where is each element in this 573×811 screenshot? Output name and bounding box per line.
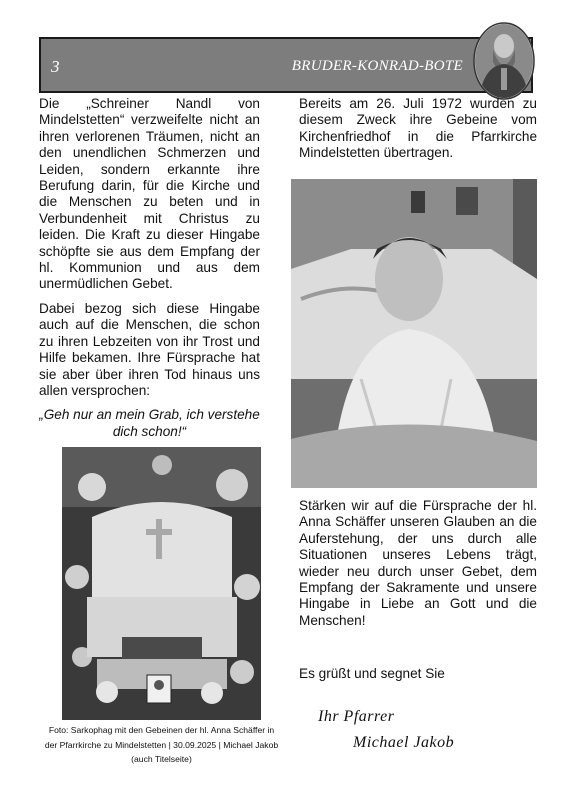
photo-caption: Foto: Sarkophag mit den Gebeinen der hl. Anna Schäffer in der Pfarrkirche zu Mindelstetten | 30.09.2025 | Michael Jakob (auch Titelseite) bbox=[44, 725, 279, 764]
signature-line-1: Ihr Pfarrer bbox=[318, 708, 395, 725]
woman-in-bed-photo bbox=[291, 179, 537, 488]
publication-title: BRUDER-KONRAD-BOTE bbox=[291, 58, 463, 74]
signature-line-2: Michael Jakob bbox=[353, 734, 455, 751]
portrait-icon bbox=[473, 22, 535, 100]
quote: „Geh nur an mein Grab, ich verstehe dich schon!“ bbox=[39, 407, 260, 439]
right-column-bottom bbox=[299, 498, 537, 637]
page-header bbox=[39, 37, 533, 93]
left-paragraph-2: Dabei bezog sich diese Hingabe auch auf die Menschen, die schon zu ihren Lebzeiten von ihr Trost und Hilfe bekamen. Ihre Fürsprache hat sie aber über ihren Tod hinaus uns allen versprochen: bbox=[39, 300, 260, 398]
right-column-top bbox=[299, 96, 537, 170]
page-number: 3 bbox=[51, 57, 60, 76]
greeting: Es grüßt und segnet Sie bbox=[299, 666, 445, 681]
sarcophagus-photo bbox=[62, 447, 261, 720]
right-paragraph-1: Bereits am 26. Juli 1972 wurden zu diesem Zweck ihre Gebeine vom Kirchenfriedhof in die Pfarrkirche Mindelstetten übertragen. bbox=[299, 96, 537, 161]
left-column bbox=[39, 96, 260, 448]
left-paragraph-1: Die „Schreiner Nandl von Mindelstetten“ verzweifelte nicht an ihren verlorenen Träumen, nicht an den unendlichen Schmerzen und Leiden, sondern erkannte ihre Berufung darin, für die Kirche und die Menschen zu beten und in Verbundenheit mit Christus zu leiden. Die Kraft zu dieser Hingabe schöpfte sie aus dem Empfang der hl. Kommunion und aus dem unermüdlichen Gebet. bbox=[39, 96, 260, 292]
right-paragraph-2: Stärken wir auf die Fürsprache der hl. Anna Schäffer unseren Glauben an die Auferstehung, der uns durch alle Situationen unseres Lebens trägt, wieder neu durch unser Gebet, dem Empfang der Sakramente und unsere Hingabe in Liebe an Gott und die Menschen! bbox=[299, 498, 537, 628]
